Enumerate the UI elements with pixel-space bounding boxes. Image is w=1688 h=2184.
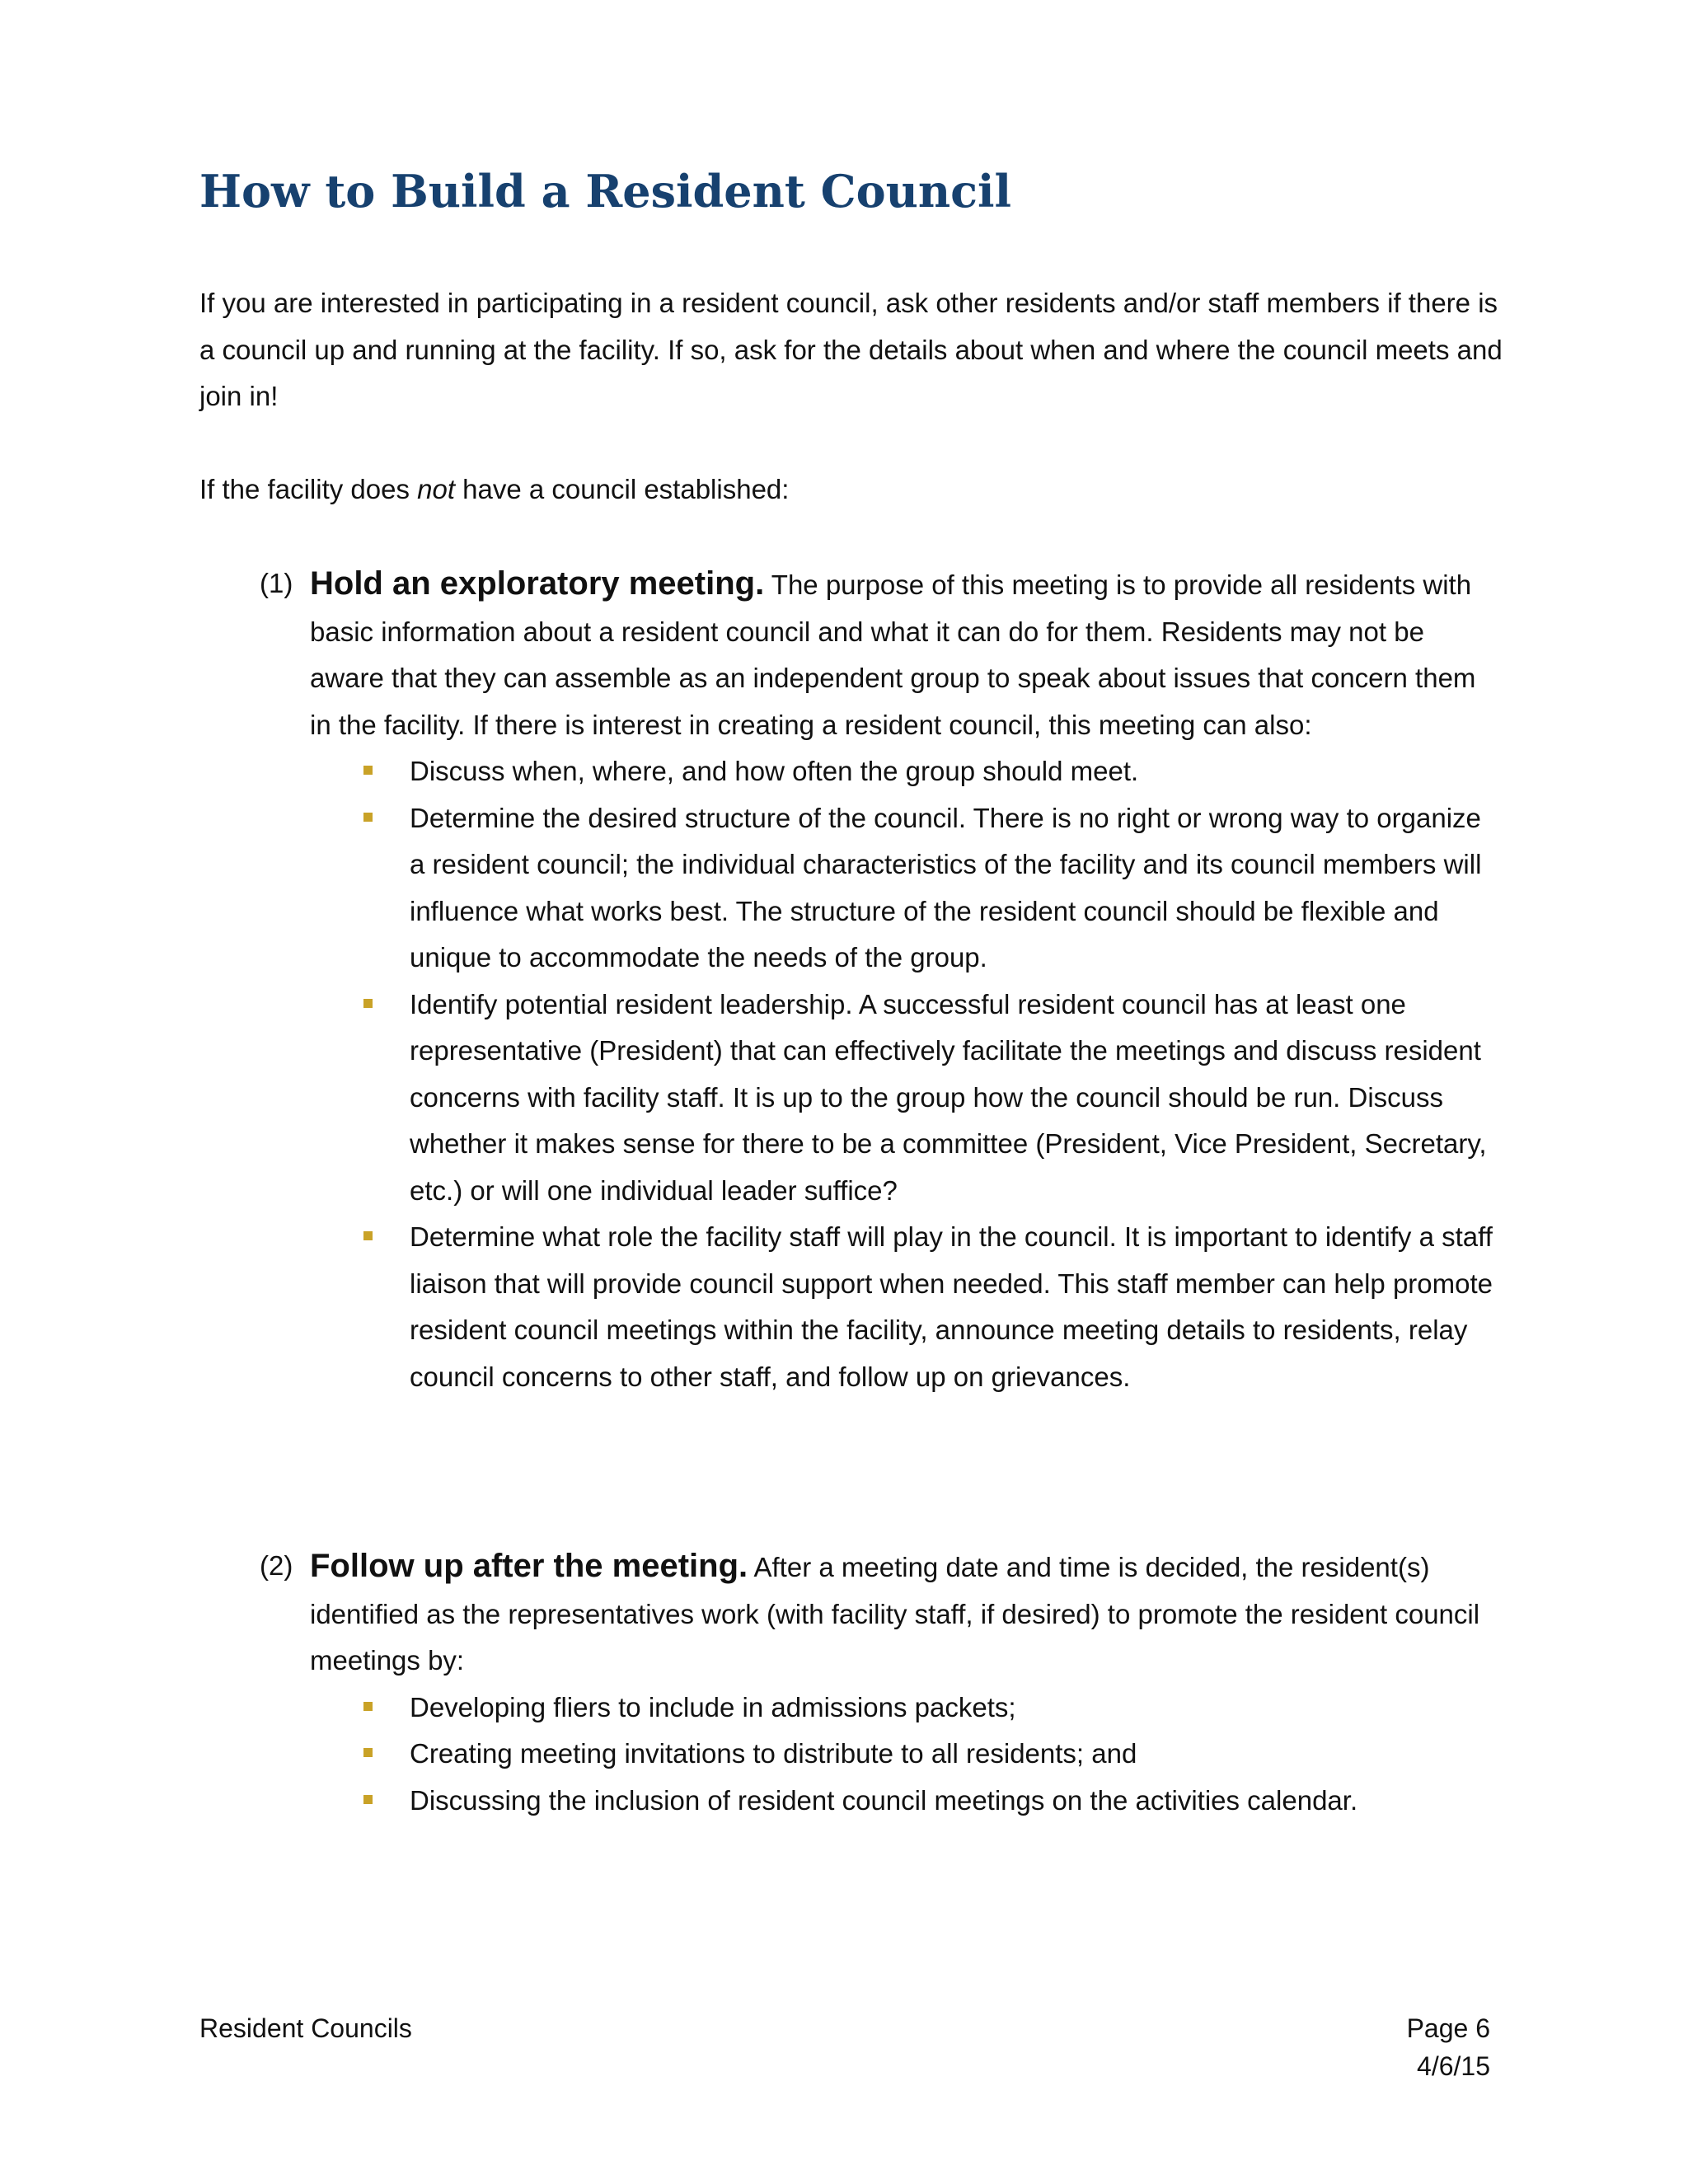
page-title: How to Build a Resident Council xyxy=(199,165,1012,218)
no-council-paragraph xyxy=(199,466,1518,513)
square-bullet-icon xyxy=(363,1795,373,1804)
step-2-text: After a meeting date and time is decided, the resident(s) identified as the representatives work (with facility staff, if desired) to promote the resident council meetings by: xyxy=(310,1552,1480,1675)
step-1-paragraph xyxy=(199,560,1502,748)
step-2-heading: Follow up after the meeting. xyxy=(310,1548,748,1584)
step-1-heading: Hold an exploratory meeting. xyxy=(310,565,765,602)
square-bullet-icon xyxy=(363,766,373,775)
square-bullet-icon xyxy=(363,999,373,1008)
square-bullet-icon xyxy=(363,813,373,822)
list-item xyxy=(410,1214,1502,1400)
list-item xyxy=(410,1731,1502,1778)
step-1-bullet-list xyxy=(199,748,1502,1400)
square-bullet-icon xyxy=(363,1231,373,1240)
footer-document-title: Resident Councils xyxy=(199,2013,412,2043)
list-item xyxy=(410,1778,1502,1825)
bullet-text: Discussing the inclusion of resident council meetings on the activities calendar. xyxy=(410,1784,1358,1816)
bullet-text: Developing fliers to include in admissions packets; xyxy=(410,1691,1016,1722)
footer-page-info xyxy=(1407,2009,1490,2085)
no-council-text-after: have a council established: xyxy=(455,474,790,504)
page-number: Page 6 xyxy=(1406,2013,1490,2043)
step-1 xyxy=(199,560,1502,1400)
step-2 xyxy=(199,1543,1502,1824)
bullet-text: Creating meeting invitations to distribute to all residents; and xyxy=(410,1738,1137,1769)
bullet-text: Discuss when, where, and how often the group should meet. xyxy=(410,756,1139,786)
bullet-text: Determine what role the facility staff will play in the council. It is important to identify a staff liaison that will provide council support when needed. This staff member can help promote resident council meetings within the facility, announce meeting details to residents, relay council concerns to other staff, and follow up on grievances. xyxy=(410,1221,1493,1392)
step-1-text: The purpose of this meeting is to provide all residents with basic information about a resident council and what it can do for them. Residents may not be aware that they can assemble as an independent group to speak about issues that concern them in the facility. If there is interest in creating a resident council, this meeting can also: xyxy=(310,569,1476,740)
step-2-bullet-list xyxy=(199,1685,1502,1825)
no-council-emphasis: not xyxy=(417,474,456,504)
footer-date: 4/6/15 xyxy=(1417,2051,1490,2081)
step-1-number: (1) xyxy=(260,568,293,598)
list-item xyxy=(410,748,1502,795)
bullet-text: Identify potential resident leadership. A successful resident council has at least one representative (President) that can effectively facilitate the meetings and discuss resident concerns with facility staff. It is up to the group how the council should be run. Discuss whether it makes sense for there to be a committee (President, Vice President, Secretary, etc.) or will one individual leader suffice? xyxy=(410,988,1487,1206)
list-item xyxy=(410,1685,1502,1732)
square-bullet-icon xyxy=(363,1748,373,1757)
list-item xyxy=(410,982,1502,1215)
intro-paragraph: If you are interested in participating in a resident council, ask other residents and/or staff members if there is a council up and running at the facility. If so, ask for the details about when and where the council meets and join in! xyxy=(199,288,1503,411)
step-2-number: (2) xyxy=(260,1550,293,1581)
no-council-text-before: If the facility does xyxy=(199,474,418,504)
bullet-text: Determine the desired structure of the council. There is no right or wrong way to organize a resident council; the individual characteristics of the facility and its council members will influence what works best. The structure of the resident council should be flexible and unique to accommodate the needs of the group. xyxy=(410,802,1482,972)
list-item xyxy=(410,795,1502,982)
step-2-paragraph xyxy=(199,1543,1502,1685)
square-bullet-icon xyxy=(363,1702,373,1711)
